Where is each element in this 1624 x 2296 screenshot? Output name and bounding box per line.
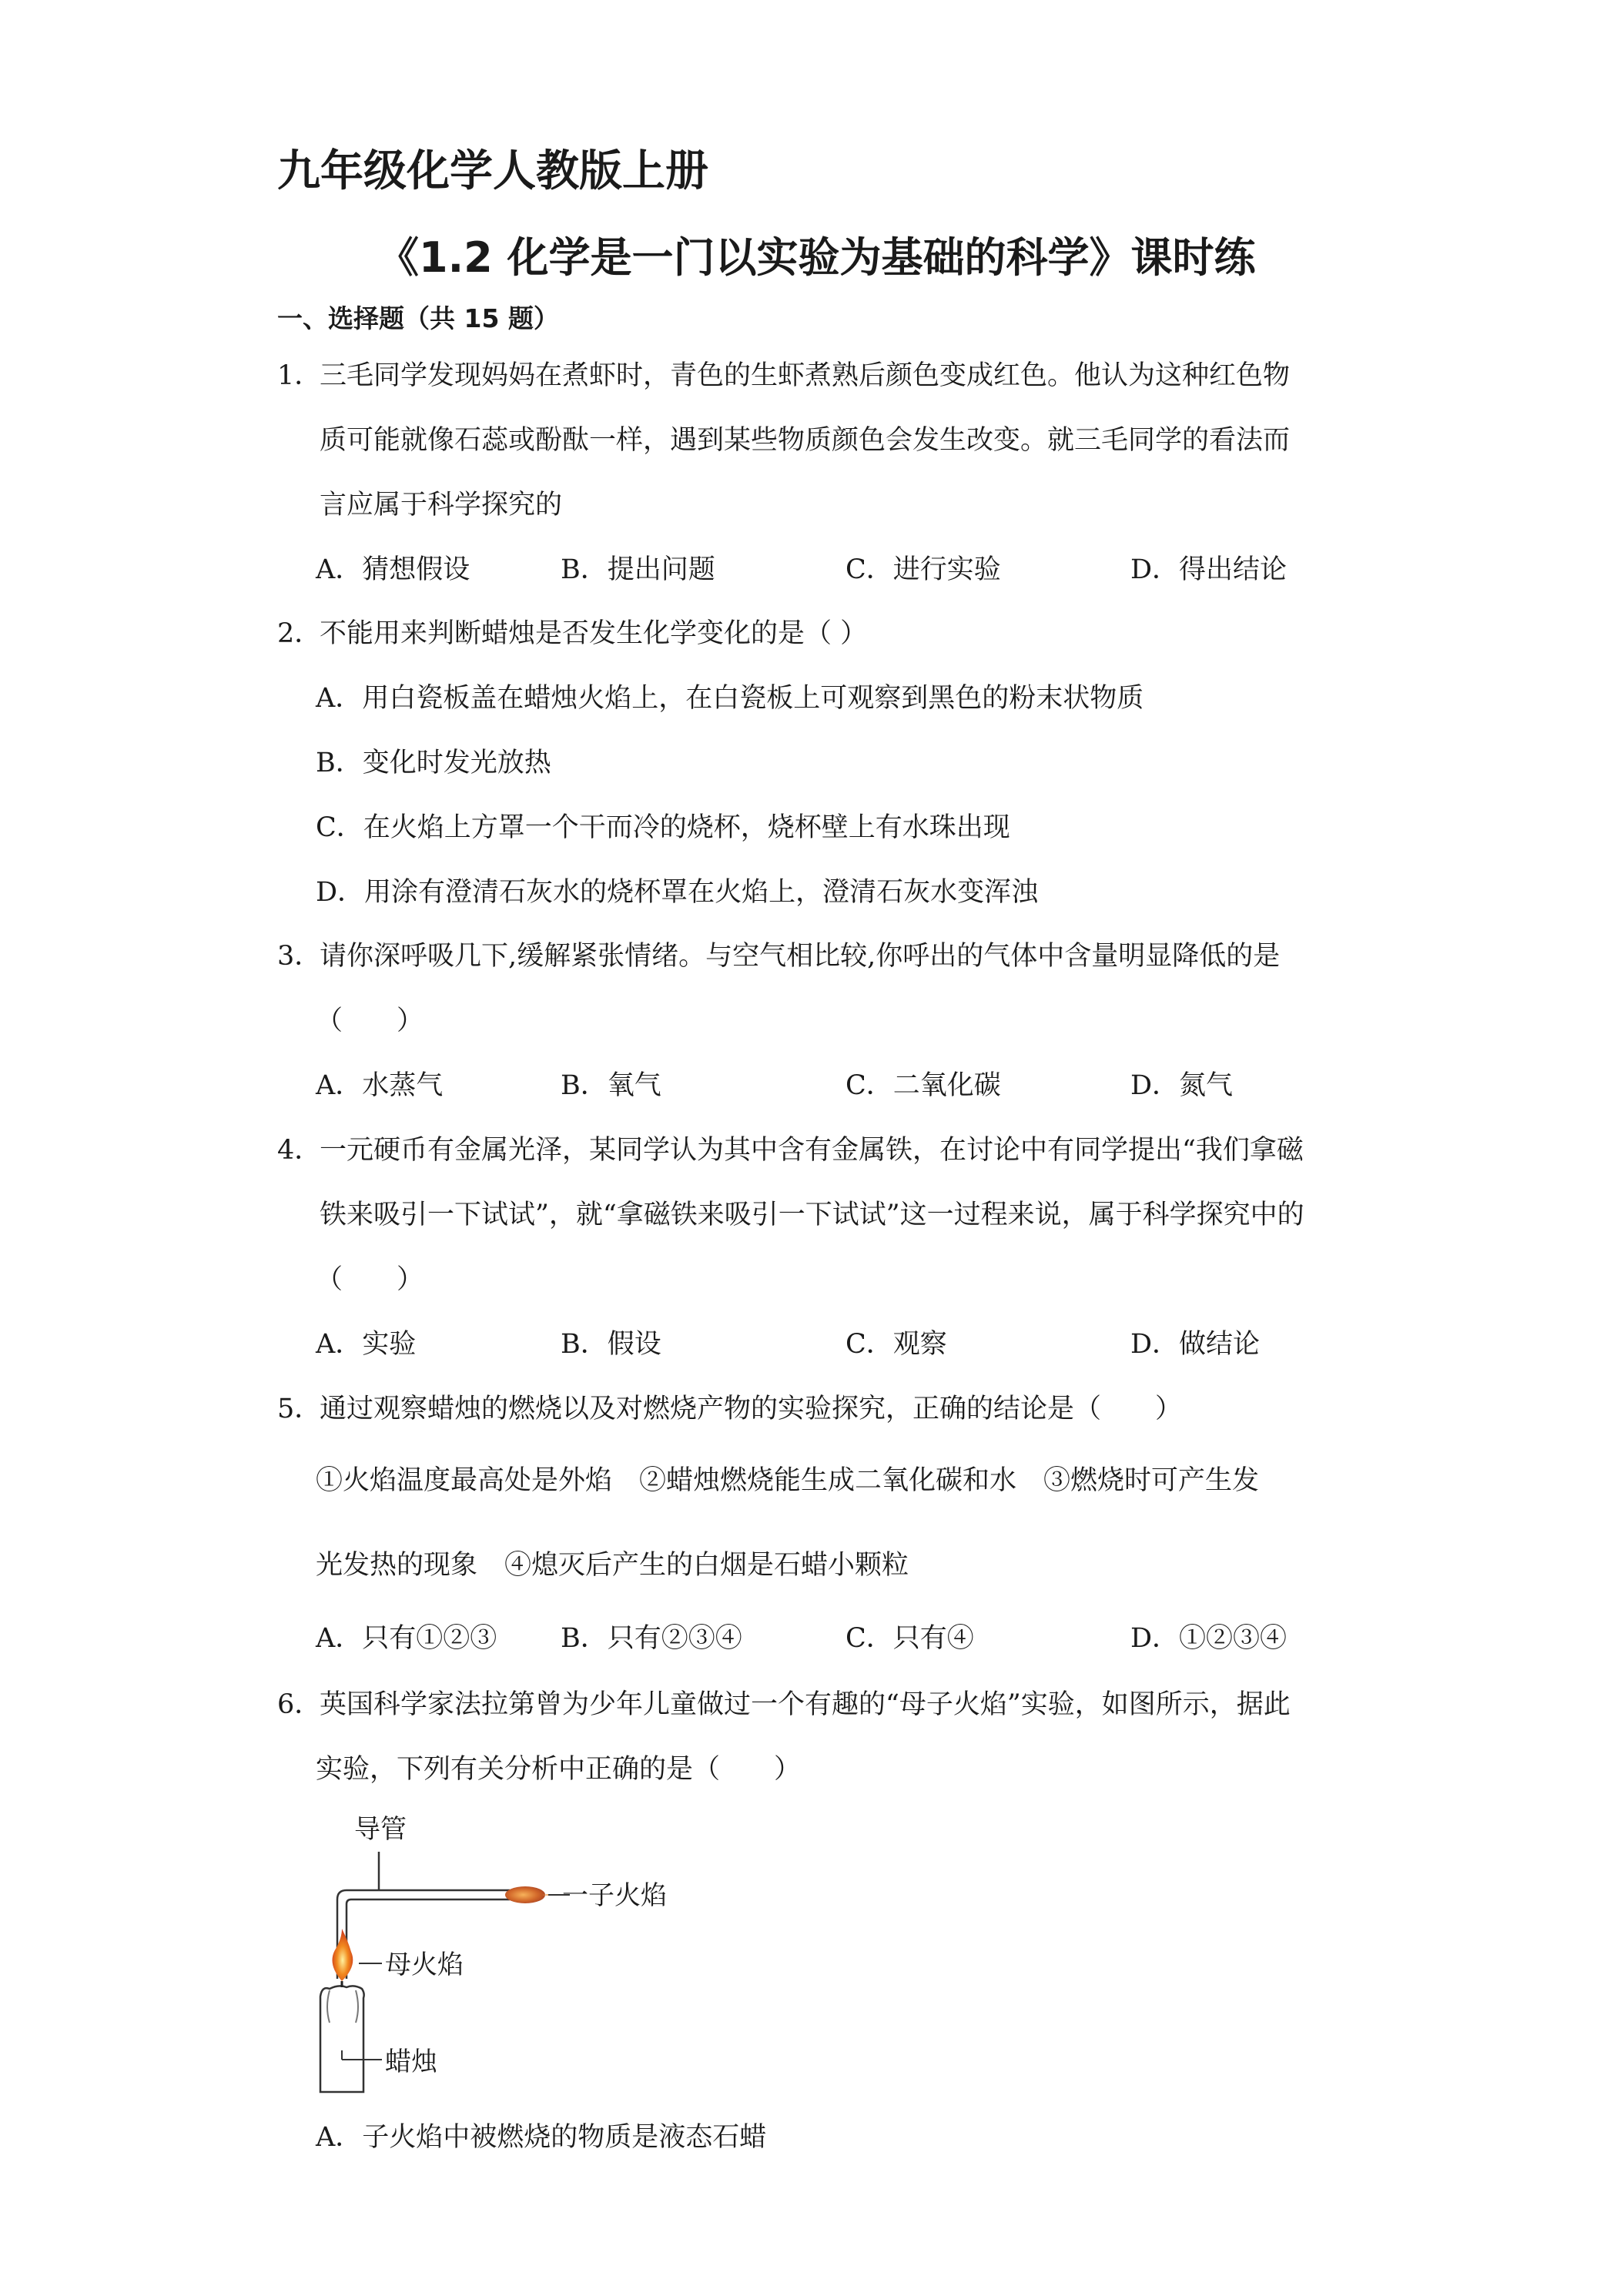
question-text-line: （ ） [316,1264,424,1295]
question-text-line: 一元硬币有金属光泽，某同学认为其中含有金属铁，在讨论中有同学提出“我们拿磁 [320,1135,1304,1166]
candle-label: 蜡烛 [385,2047,437,2077]
option-d: D．得出结论 [1130,554,1287,585]
option-a: A．子火焰中被燃烧的物质是液态石蜡 [316,2122,767,2153]
tube-label: 导管 [354,1814,407,1845]
option-c: C．只有④ [845,1623,974,1654]
mother-flame-label: 母火焰 [385,1950,464,1980]
option-c: C．进行实验 [845,554,1001,585]
option-b: B．提出问题 [561,554,715,585]
question-number: 1． [277,360,322,391]
option-a: A．水蒸气 [316,1070,444,1101]
question-text-line: 请你深呼吸几下,缓解紧张情绪。与空气相比较,你呼出的气体中含量明显降低的是 [320,941,1281,972]
statement-line: 光发热的现象 ④熄灭后产生的白烟是石蜡小颗粒 [316,1550,909,1581]
option-d: D．用涂有澄清石灰水的烧杯罩在火焰上，澄清石灰水变浑浊 [316,877,1039,908]
option-d: D．①②③④ [1130,1623,1287,1654]
question-text-line: 不能用来判断蜡烛是否发生化学变化的是（ ） [320,618,868,649]
option-c: C．观察 [845,1329,947,1360]
question-number: 4． [277,1135,322,1166]
question-number: 2． [277,618,322,649]
option-c: C．二氧化碳 [845,1070,1001,1101]
option-d: D．氮气 [1130,1070,1234,1101]
option-b: B．氧气 [561,1070,661,1101]
mother-child-flame-figure [308,1806,708,2098]
option-b: B．只有②③④ [561,1623,742,1654]
question-text-line: 通过观察蜡烛的燃烧以及对燃烧产物的实验探究，正确的结论是（ ） [320,1394,1183,1424]
question-number: 3． [277,941,322,972]
question-text-line: 三毛同学发现妈妈在煮虾时，青色的生虾煮熟后颜色变成红色。他认为这种红色物 [320,360,1291,391]
section-heading: 一、选择题（共 15 题） [277,303,559,333]
option-a: A．实验 [316,1329,417,1360]
question-text-line: 言应属于科学探究的 [320,490,563,520]
question-text-line: 质可能就像石蕊或酚酞一样，遇到某些物质颜色会发生改变。就三毛同学的看法而 [320,425,1291,456]
question-text-line: 英国科学家法拉第曾为少年儿童做过一个有趣的“母子火焰”实验，如图所示，据此 [320,1689,1291,1720]
option-a: A．只有①②③ [316,1623,497,1654]
question-text-line: 铁来吸引一下试试”，就“拿磁铁来吸引一下试试”这一过程来说，属于科学探究中的 [320,1200,1304,1230]
question-text-line: 实验，下列有关分析中正确的是（ ） [316,1754,802,1785]
option-c: C．在火焰上方罩一个干而冷的烧杯，烧杯壁上有水珠出现 [316,812,1010,843]
question-text-line: （ ） [316,1006,424,1036]
document-title: 九年级化学人教版上册 [277,146,708,196]
option-b: B．假设 [561,1329,661,1360]
option-d: D．做结论 [1130,1329,1261,1360]
mother-flame-icon [333,1929,353,1981]
option-b: B．变化时发光放热 [316,748,551,778]
option-a: A．猜想假设 [316,554,470,585]
document-subtitle: 《1.2 化学是一门以实验为基础的科学》课时练 [377,233,1256,282]
question-number: 5． [277,1394,322,1424]
question-number: 6． [277,1689,322,1720]
child-flame-label: 一子火焰 [562,1880,667,1911]
option-a: A．用白瓷板盖在蜡烛火焰上，在白瓷板上可观察到黑色的粉末状物质 [316,683,1144,714]
child-flame-icon [505,1886,545,1903]
candle-icon [320,1981,364,2092]
statement-line: ①火焰温度最高处是外焰 ②蜡烛燃烧能生成二氧化碳和水 ③燃烧时可产生发 [316,1465,1260,1496]
